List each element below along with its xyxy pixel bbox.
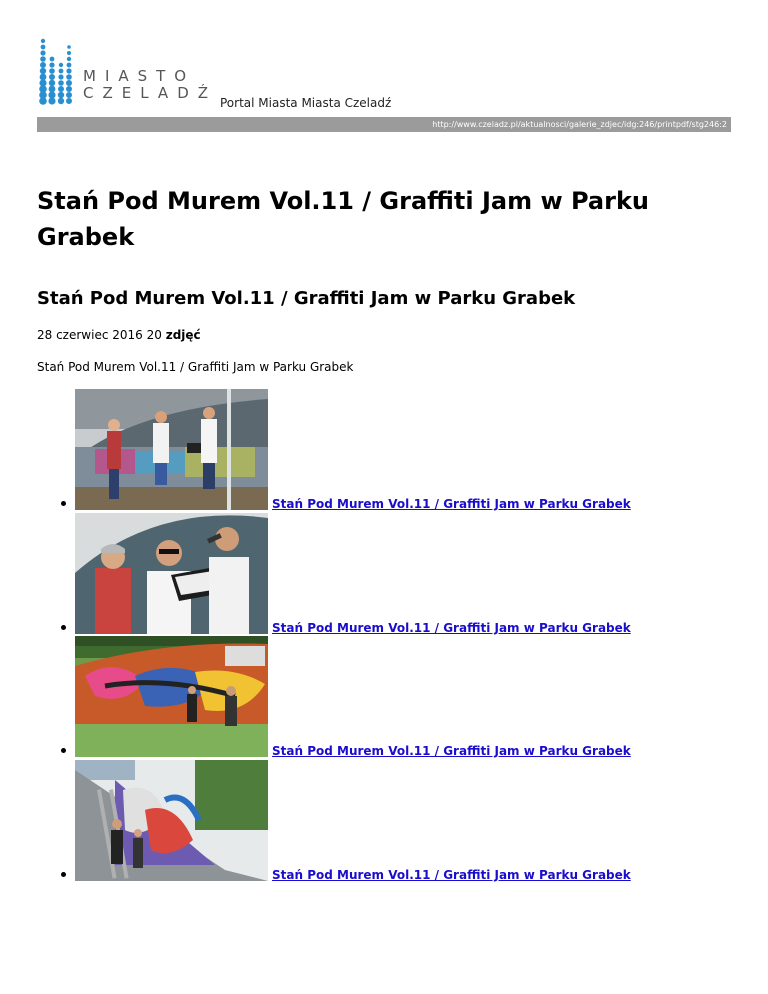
logo-line-2: CZELADŹ xyxy=(83,84,218,102)
photo-list-item xyxy=(37,635,731,759)
page-title: Stań Pod Murem Vol.11 / Graffiti Jam w Parku Grabek xyxy=(37,187,650,251)
photo-count-label: zdjęć xyxy=(165,328,201,342)
photo-graffiti-wall-icon xyxy=(75,636,268,757)
photo-caption-link[interactable]: Stań Pod Murem Vol.11 / Graffiti Jam w Parku Grabek xyxy=(272,620,631,635)
logo-line-1: MIASTO xyxy=(83,67,196,85)
logo-dots-icon xyxy=(37,38,75,106)
photo-thumbnail[interactable] xyxy=(75,513,268,634)
bullet-icon xyxy=(61,625,66,630)
gallery-title: Stań Pod Murem Vol.11 / Graffiti Jam w Parku Grabek xyxy=(37,288,576,309)
photo-caption-link[interactable]: Stań Pod Murem Vol.11 / Graffiti Jam w Parku Grabek xyxy=(272,867,631,882)
photo-caption-link[interactable]: Stań Pod Murem Vol.11 / Graffiti Jam w Parku Grabek xyxy=(272,744,631,758)
logo-text xyxy=(83,68,217,102)
photo-microphone-speech-icon xyxy=(75,513,268,634)
photo-list xyxy=(37,388,731,882)
bullet-icon xyxy=(61,501,66,506)
photo-thumbnail[interactable] xyxy=(75,760,268,881)
gallery-meta xyxy=(37,326,201,344)
bullet-icon xyxy=(61,748,66,753)
gallery-description: Stań Pod Murem Vol.11 / Graffiti Jam w Parku Grabek xyxy=(37,360,354,374)
photo-stage-award-icon xyxy=(75,389,268,510)
photo-count: 20 xyxy=(146,328,162,342)
page-url: http://www.czeladz.pl/aktualnosci/galerie_zdjec/idg:246/printpdf/stg246:2 xyxy=(37,117,731,132)
photo-thumbnail[interactable] xyxy=(75,389,268,510)
portal-title: Portal Miasta Miasta Czeladź xyxy=(220,96,392,110)
photo-list-item xyxy=(37,759,731,883)
photo-graffiti-ramp-icon xyxy=(75,760,268,881)
print-page xyxy=(37,0,731,882)
photo-caption-link[interactable]: Stań Pod Murem Vol.11 / Graffiti Jam w Parku Grabek xyxy=(272,497,631,511)
photo-thumbnail[interactable] xyxy=(75,636,268,757)
photo-list-item xyxy=(37,388,731,512)
bullet-icon xyxy=(61,872,66,877)
gallery-date: 28 czerwiec 2016 xyxy=(37,328,143,342)
photo-list-item xyxy=(37,512,731,636)
header xyxy=(37,0,731,117)
city-logo[interactable] xyxy=(37,38,217,108)
